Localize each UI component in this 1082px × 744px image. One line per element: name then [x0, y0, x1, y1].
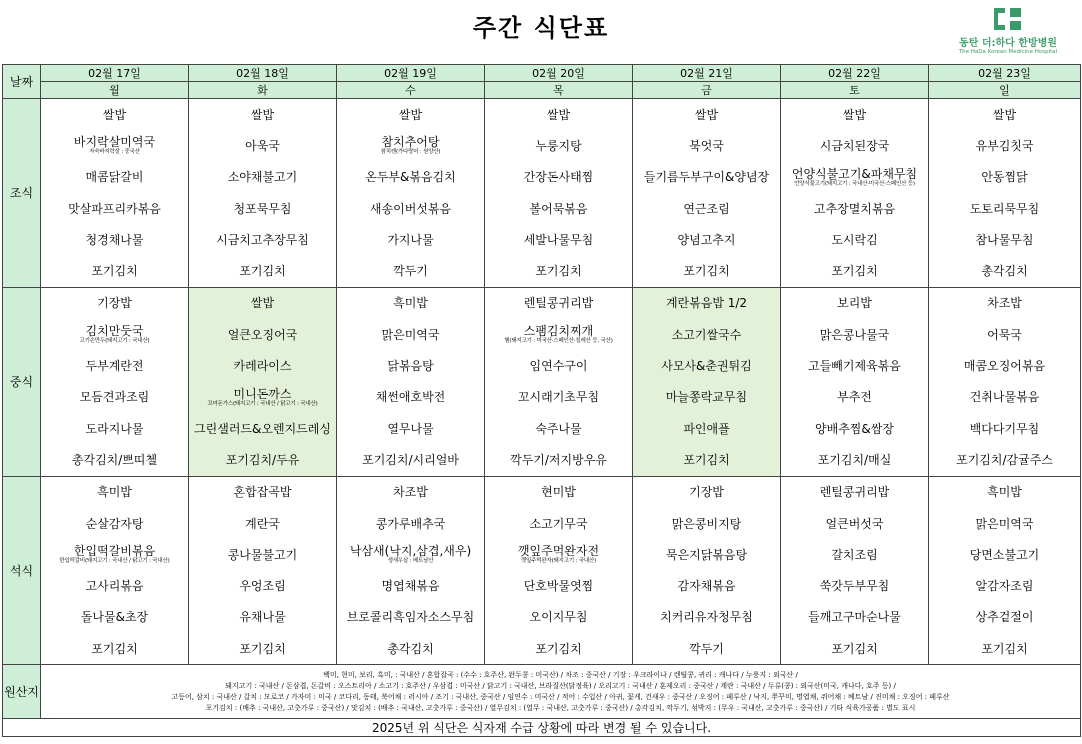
- dish: 렌틸콩귀리밥: [819, 485, 890, 500]
- dish: 꼬시래기초무침: [517, 390, 600, 405]
- dinner-cell: [189, 476, 337, 665]
- breakfast-label: 조식: [3, 99, 41, 288]
- origin-line: 고등어, 삼치 : 국내산 / 갈치 : 모로코 / 가자미 : 미국 / 코다리, 동태, 북어채 : 러시아 / 조기 : 국내산, 중국산 / 임연수 : 미국산 / 적어 : 수입산 / 아귀, 꽃게, 건새우 : 중국산 / 오징어 : 페루산 / 낙지, 쭈꾸미, 명엽채, 쥐어채 : 베트남 / 진미채 : 오징어 : 페루산: [171, 692, 950, 701]
- dish: 깍두기/저지방우유: [510, 452, 607, 467]
- dish: 쌀밥: [102, 107, 127, 122]
- dish: 김치만둣국 고기손만두(돼지고기 : 국내산): [79, 324, 150, 345]
- dish: 고추장멸치볶음: [813, 201, 896, 216]
- origin-note: 고기손만두(돼지고기 : 국내산): [79, 338, 150, 345]
- dish: 쌀밥: [992, 107, 1017, 122]
- dish: 맑은미역국: [975, 516, 1034, 531]
- dish: 흑미밥: [97, 485, 132, 500]
- breakfast-cell: [485, 99, 633, 288]
- dish: 포기김치: [535, 641, 582, 656]
- dish: 갈치조림: [831, 547, 878, 562]
- dish: 깍두기: [689, 641, 724, 656]
- dish: 온두부&볶음김치: [365, 170, 456, 185]
- dish: 포기김치: [831, 641, 878, 656]
- dish: 브로콜리흑임자소스무침: [346, 610, 475, 625]
- weekday-cell: 토: [781, 82, 929, 99]
- origin-line: 돼지고기 : 국내산 / 돈삼겹, 돈갈비 : 오스트리아 / 소고기 : 호주산 / 우삼겹 : 미국산 / 닭고기 : 국내산, 브라질산(닭정육) / 오리고기 : 국내산 / 훈제오리 : 중국산 / 계란 : 국내산 / 두류(콩) : 외국산(미국, 캐나다, 호주 등) /: [225, 681, 896, 690]
- breakfast-cell: [41, 99, 189, 288]
- weekday-cell: 금: [633, 82, 781, 99]
- dish: 매콤오징어볶음: [963, 359, 1046, 374]
- hospital-logo-icon: [992, 6, 1024, 32]
- dish: 맑은미역국: [381, 327, 440, 342]
- dish: 단호박물엿찜: [523, 579, 594, 594]
- dish: 포기김치: [683, 452, 730, 467]
- origin-note: 언양식불고기(돼지고기 : 국내산·미국산·스페인산 등): [794, 180, 915, 187]
- dish: 시금치고추장무침: [216, 232, 309, 247]
- date-label: 날짜: [3, 65, 41, 99]
- origin-note: 한입떡갈비(돼지고기 : 국내산 / 닭고기 : 국내산): [59, 558, 170, 565]
- dish: 쌀밥: [546, 107, 571, 122]
- dish: 돌나물&초장: [80, 610, 149, 625]
- dish: 포기김치/매실: [817, 452, 892, 467]
- dish: 그린샐러드&오렌지드레싱: [194, 421, 331, 436]
- date-cell: 02월 18일: [189, 65, 337, 82]
- dish: 순살감자탕: [85, 516, 144, 531]
- dish: 누룽지탕: [535, 138, 582, 153]
- dish: 사모사&춘권튀김: [661, 359, 752, 374]
- dish: 오이지무침: [529, 610, 588, 625]
- dish: 깍두기: [393, 264, 428, 279]
- dish: 참치추어탕 참치캔(가다랑어 : 원양산): [380, 135, 441, 156]
- dinner-cell: [485, 476, 633, 665]
- breakfast-cell: [337, 99, 485, 288]
- dish: 기장밥: [689, 485, 724, 500]
- dish: 양배추찜&쌈장: [815, 421, 894, 436]
- origin-line: 포기김치 : (배추 : 국내산, 고춧가루 : 중국산) / 맛김치 : (배추 : 국내산, 고춧가루 : 중국산) / 열무김치 : (열무 : 국내산, 고춧가루 : 중국산) / 총각김치, 깍두기, 섞박지 : (무우 : 국내산, 고춧가루 : 중국산) / 기타 식육가공품 : 별도 표시: [205, 703, 916, 712]
- lunch-cell-highlighted: [189, 287, 337, 476]
- dish: 맛살파프리카볶음: [68, 201, 161, 216]
- dish: 얼큰버섯국: [825, 516, 884, 531]
- dish: 양념고추지: [677, 232, 736, 247]
- dish: 포기김치/감귤주스: [956, 452, 1053, 467]
- date-cell: 02월 17일: [41, 65, 189, 82]
- dish: 혼합잡곡밥: [233, 485, 292, 500]
- date-cell: 02월 23일: [929, 65, 1081, 82]
- dish: 콩가루배추국: [375, 516, 446, 531]
- dish: 유채나물: [239, 610, 286, 625]
- weekly-menu-table: [2, 64, 1081, 737]
- dish: 명엽채볶음: [381, 579, 440, 594]
- weekday-cell: 화: [189, 82, 337, 99]
- dish: 백다다기무침: [969, 421, 1040, 436]
- dish: 들깨고구마순나물: [808, 610, 901, 625]
- dish: 포기김치: [981, 641, 1028, 656]
- dish: 북엇국: [689, 138, 724, 153]
- origin-note: 생새우살 : 베트남산: [387, 558, 434, 565]
- dish: 모듬견과조림: [79, 390, 150, 405]
- dish: 닭볶음탕: [387, 359, 434, 374]
- dish: 숙주나물: [535, 421, 582, 436]
- lunch-cell: [781, 287, 929, 476]
- breakfast-cell: [781, 99, 929, 288]
- dish: 얼큰오징어국: [227, 327, 298, 342]
- dish: 유부김칫국: [975, 138, 1034, 153]
- dish: 낙삼새(낙지,삼겹,새우) 생새우살 : 베트남산: [349, 544, 472, 565]
- dish: 마늘쫑락교무침: [665, 390, 748, 405]
- dinner-label: 석식: [3, 476, 41, 665]
- dish: 어묵국: [987, 327, 1022, 342]
- dish: 임연수구이: [529, 359, 588, 374]
- dish: 쌀밥: [250, 107, 275, 122]
- weekday-cell: 월: [41, 82, 189, 99]
- dish: 포기김치: [91, 641, 138, 656]
- dish: 가지나물: [387, 232, 434, 247]
- date-cell: 02월 19일: [337, 65, 485, 82]
- dish: 콩나물불고기: [227, 547, 298, 562]
- dish: 포기김치: [535, 264, 582, 279]
- dinner-cell: [633, 476, 781, 665]
- dish: 흑미밥: [987, 485, 1022, 500]
- footer-notice: 2025년 위 식단은 식자재 수급 상황에 따라 변경 될 수 있습니다.: [3, 719, 1081, 737]
- dish: 포기김치/시리얼바: [362, 452, 459, 467]
- dish: 언양식불고기&파채무침 언양식불고기(돼지고기 : 국내산·미국산·스페인산 등): [791, 166, 918, 187]
- date-cell: 02월 22일: [781, 65, 929, 82]
- lunch-cell: [929, 287, 1081, 476]
- dish: 현미밥: [541, 485, 576, 500]
- dish: 포기김치: [239, 264, 286, 279]
- dish: 소고기쌀국수: [671, 327, 742, 342]
- lunch-cell: [485, 287, 633, 476]
- origin-note: 참치캔(가다랑어 : 원양산): [380, 149, 441, 156]
- origin-note: 깻잎주먹완자(돼지고기 : 국내산): [520, 558, 597, 565]
- breakfast-cell: [633, 99, 781, 288]
- dish: 계란국: [245, 516, 280, 531]
- dish: 차조밥: [393, 485, 428, 500]
- lunch-label: 중식: [3, 287, 41, 476]
- dinner-cell: [41, 476, 189, 665]
- date-cell: 02월 20일: [485, 65, 633, 82]
- dish: 간장돈사태찜: [523, 170, 594, 185]
- breakfast-cell: [189, 99, 337, 288]
- hospital-name: 동탄 더:하다 한방병원: [959, 38, 1057, 49]
- dish: 감자채볶음: [677, 579, 736, 594]
- dish: 포기김치: [831, 264, 878, 279]
- dish: 상추겉절이: [975, 610, 1034, 625]
- dish: 미니돈까스 꼬마돈가스(돼지고기 : 국내산 / 닭고기 : 국내산): [207, 386, 318, 407]
- dish: 맑은콩나물국: [819, 327, 890, 342]
- origin-label: 원산지: [3, 665, 41, 719]
- dish: 안동찜닭: [981, 170, 1028, 185]
- dish: 새송이버섯볶음: [369, 201, 452, 216]
- dish: 맑은콩비지탕: [671, 516, 742, 531]
- dish: 채썬애호박전: [375, 390, 446, 405]
- dish: 묵은지닭볶음탕: [665, 547, 748, 562]
- dish: 참나물무침: [975, 232, 1034, 247]
- dish: 총각김치: [981, 264, 1028, 279]
- origin-note: 햄(돼지고기 : 미국산·스페인산·칠레산 등, 국산): [504, 338, 613, 345]
- dish: 쌀밥: [398, 107, 423, 122]
- dish: 당면소불고기: [969, 547, 1040, 562]
- origin-note: 자숙바지락살 : 중국산: [89, 149, 140, 156]
- dish: 열무나물: [387, 421, 434, 436]
- dish: 바지락살미역국 자숙바지락살 : 중국산: [73, 135, 156, 156]
- page-title: 주간 식단표: [472, 14, 610, 42]
- dish: 아욱국: [245, 138, 280, 153]
- dish: 포기김치: [239, 641, 286, 656]
- dish: 도시락김: [831, 232, 878, 247]
- dish: 연근조림: [683, 201, 730, 216]
- lunch-cell: [337, 287, 485, 476]
- weekday-cell: 목: [485, 82, 633, 99]
- dish: 총각김치/쁘띠첼: [71, 452, 158, 467]
- dish: 차조밥: [987, 296, 1022, 311]
- weekday-cell: 수: [337, 82, 485, 99]
- dish: 시금치된장국: [819, 138, 890, 153]
- dish: 총각김치: [387, 641, 434, 656]
- dish: 포기김치: [683, 264, 730, 279]
- origin-note: 꼬마돈가스(돼지고기 : 국내산 / 닭고기 : 국내산): [207, 400, 318, 407]
- dish: 세발나물무침: [523, 232, 594, 247]
- dish: 포기김치: [91, 264, 138, 279]
- dish: 고들빼기제육볶음: [808, 359, 901, 374]
- dish: 카레라이스: [233, 359, 292, 374]
- lunch-cell: [41, 287, 189, 476]
- dinner-cell: [929, 476, 1081, 665]
- lunch-cell-highlighted: [633, 287, 781, 476]
- dish: 들기름두부구이&양념장: [643, 170, 770, 185]
- dish: 치커리유자청무침: [660, 610, 753, 625]
- origin-info: [41, 665, 1081, 719]
- dish: 스팸김치찌개 햄(돼지고기 : 미국산·스페인산·칠레산 등, 국산): [504, 324, 613, 345]
- dish: 렌틸콩귀리밥: [523, 296, 594, 311]
- dish: 계란볶음밥 1/2: [665, 296, 748, 311]
- dish: 쌀밥: [250, 296, 275, 311]
- dinner-cell: [781, 476, 929, 665]
- dish: 깻잎주먹완자전 깻잎주먹완자(돼지고기 : 국내산): [517, 544, 600, 565]
- dish: 한입떡갈비볶음 한입떡갈비(돼지고기 : 국내산 / 닭고기 : 국내산): [59, 544, 170, 565]
- dish: 기장밥: [97, 296, 132, 311]
- dish: 보리밥: [837, 296, 872, 311]
- dinner-cell: [337, 476, 485, 665]
- dish: 알감자조림: [975, 579, 1034, 594]
- dish: 청포묵무침: [233, 201, 292, 216]
- origin-line: 백미, 현미, 보리, 흑미, : 국내산 / 혼합잡곡 : (수수 : 호주산, 완두콩 : 미국산) / 차조 : 중국산 / 기장 : 우크라이나 / 렌틸콩, 귀리 : 캐나다 / 누룽지 : 외국산 /: [323, 670, 798, 679]
- date-cell: 02월 21일: [633, 65, 781, 82]
- hospital-name-en: The HaDa Korean Medicine Hospital: [958, 49, 1058, 55]
- dish: 쌀밥: [694, 107, 719, 122]
- dish: 포기김치/두유: [225, 452, 300, 467]
- dish: 매콤닭갈비: [85, 170, 144, 185]
- dish: 도토리묵무침: [969, 201, 1040, 216]
- dish: 소고기무국: [529, 516, 588, 531]
- dish: 흑미밥: [393, 296, 428, 311]
- dish: 청경채나물: [85, 232, 144, 247]
- dish: 소야채불고기: [227, 170, 298, 185]
- dish: 쑥갓두부무침: [819, 579, 890, 594]
- dish: 두부계란전: [85, 359, 144, 374]
- weekday-cell: 일: [929, 82, 1081, 99]
- dish: 파인애플: [683, 421, 730, 436]
- dish: 우엉조림: [239, 579, 286, 594]
- dish: 볼어묵볶음: [529, 201, 588, 216]
- breakfast-cell: [929, 99, 1081, 288]
- header: [0, 0, 1082, 62]
- dish: 고사리볶음: [85, 579, 144, 594]
- dish: 건취나물볶음: [969, 390, 1040, 405]
- dish: 도라지나물: [85, 421, 144, 436]
- hospital-logo: [948, 6, 1068, 55]
- dish: 쌀밥: [842, 107, 867, 122]
- dish: 부추전: [837, 390, 872, 405]
